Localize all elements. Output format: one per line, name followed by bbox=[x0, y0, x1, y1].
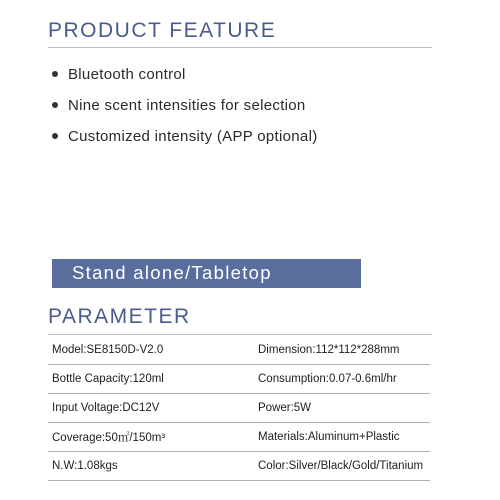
product-type-banner bbox=[52, 259, 361, 288]
banner-label: Stand alone/Tabletop bbox=[72, 262, 272, 283]
parameter-divider bbox=[48, 334, 432, 335]
table-row bbox=[48, 452, 430, 481]
param-cell: N.W:1.08kgs bbox=[48, 452, 254, 481]
param-cell: Consumption:0.07-0.6ml/hr bbox=[254, 365, 430, 394]
feature-divider bbox=[48, 47, 432, 48]
table-row bbox=[48, 423, 430, 452]
param-cell: Input Voltage:DC12V bbox=[48, 394, 254, 423]
bullet-dot bbox=[52, 133, 58, 139]
parameter-table bbox=[48, 336, 430, 481]
feature-label: Bluetooth control bbox=[68, 66, 186, 83]
param-cell: Materials:Aluminum+Plastic bbox=[254, 423, 430, 452]
feature-item bbox=[50, 124, 318, 155]
param-cell: Model:SE8150D-V2.0 bbox=[48, 336, 254, 365]
parameter-heading: PARAMETER bbox=[48, 305, 191, 328]
bullet-dot bbox=[52, 71, 58, 77]
feature-item bbox=[50, 93, 318, 124]
param-cell: Bottle Capacity:120ml bbox=[48, 365, 254, 394]
table-row bbox=[48, 336, 430, 365]
feature-list bbox=[50, 62, 318, 155]
bullet-dot bbox=[52, 102, 58, 108]
table-row bbox=[48, 394, 430, 423]
param-cell: Dimension:112*112*288mm bbox=[254, 336, 430, 365]
param-cell: Power:5W bbox=[254, 394, 430, 423]
feature-label: Customized intensity (APP optional) bbox=[68, 128, 318, 145]
product-feature-heading: PRODUCT FEATURE bbox=[48, 19, 277, 42]
feature-item bbox=[50, 62, 318, 93]
param-cell: Color:Silver/Black/Gold/Titanium bbox=[254, 452, 430, 481]
table-row bbox=[48, 365, 430, 394]
feature-label: Nine scent intensities for selection bbox=[68, 97, 306, 114]
param-cell: Coverage:50㎡/150m³ bbox=[48, 423, 254, 452]
